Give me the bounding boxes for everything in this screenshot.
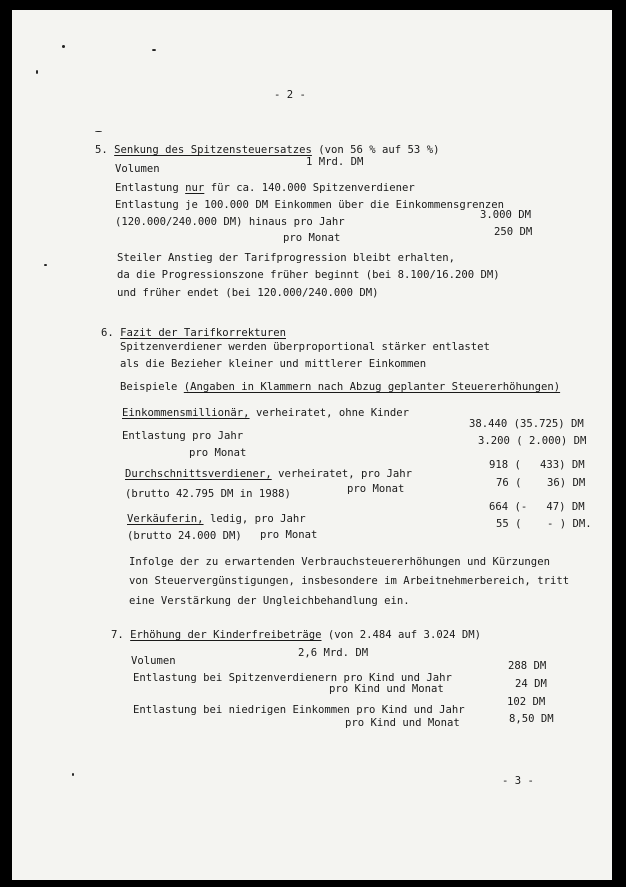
speck: [36, 70, 38, 74]
text: Durchschnittsverdiener,: [125, 468, 272, 480]
text-line: da die Progressionszone früher beginnt (bei 8.100/16.200 DM): [117, 269, 500, 281]
text: (Angaben in Klammern nach Abzug geplanter Steuererhöhungen): [183, 381, 561, 393]
volumen-value: 1 Mrd. DM: [306, 156, 364, 168]
text: Entlastung: [115, 182, 179, 194]
label: pro Kind und Monat: [345, 717, 460, 729]
emphasis: nur: [185, 182, 205, 194]
text: verheiratet, ohne Kinder: [255, 407, 410, 419]
label: pro Monat: [189, 447, 247, 459]
example-3-title: [127, 514, 306, 525]
section-subtitle: (von 56 % auf 53 %): [318, 144, 440, 156]
text-line: eine Verstärkung der Ungleichbehandlung ein.: [129, 595, 410, 607]
text-line: (120.000/240.000 DM) hinaus pro Jahr: [115, 216, 345, 228]
speck: [62, 45, 65, 48]
amount: 918 ( 433) DM: [489, 459, 585, 471]
volumen-label: Volumen: [115, 163, 160, 175]
text-line: (brutto 42.795 DM in 1988): [125, 488, 291, 500]
section-title: Erhöhung der Kinderfreibeträge: [130, 629, 322, 641]
text: Einkommensmillionär,: [122, 407, 250, 419]
example-2-title: [125, 469, 412, 480]
section-7-heading: [111, 630, 481, 641]
section-5-heading: [95, 145, 439, 156]
speck: [152, 49, 156, 51]
section-number: 5.: [95, 144, 108, 156]
text: Beispiele: [120, 381, 178, 393]
volumen-label: Volumen: [131, 655, 176, 667]
speck: [95, 131, 102, 132]
text-line: von Steuervergünstigungen, insbesondere im Arbeitnehmerbereich, tritt: [129, 575, 570, 587]
amount: 24 DM: [515, 678, 547, 690]
text-line: Entlastung bei Spitzenverdienern pro Kind und Jahr: [133, 672, 452, 684]
label: pro Monat: [260, 529, 318, 541]
amount: 3.000 DM: [480, 209, 532, 221]
section-subtitle: (von 2.484 auf 3.024 DM): [327, 629, 481, 641]
amount: 664 (- 47) DM: [489, 501, 585, 513]
amount: 102 DM: [507, 696, 546, 708]
amount: 8,50 DM: [509, 713, 554, 725]
amount: 55 ( - ) DM.: [496, 518, 592, 530]
page-number: - 2 -: [274, 89, 306, 101]
amount: 38.440 (35.725) DM: [469, 418, 584, 430]
text-line: (brutto 24.000 DM): [127, 530, 242, 542]
speck: [72, 773, 74, 776]
section-title: Senkung des Spitzensteuersatzes: [114, 144, 312, 156]
section-number: 7.: [111, 629, 124, 641]
text-line: Entlastung bei niedrigen Einkommen pro Kind und Jahr: [133, 704, 465, 716]
label: pro Monat: [347, 483, 405, 495]
speck: [44, 264, 47, 266]
text: verheiratet, pro Jahr: [278, 468, 413, 480]
amount: 288 DM: [508, 660, 547, 672]
section-6-heading: [101, 328, 286, 339]
beispiele-line: [120, 382, 560, 393]
entlastung-line: [115, 183, 415, 194]
text-line: und früher endet (bei 120.000/240.000 DM): [117, 287, 379, 299]
label: pro Monat: [283, 232, 341, 244]
example-1-title: [122, 408, 409, 419]
section-title: Fazit der Tarifkorrekturen: [120, 327, 286, 339]
amount: 250 DM: [494, 226, 533, 238]
label: pro Kind und Monat: [329, 683, 444, 695]
text-line: als die Bezieher kleiner und mittlerer Einkommen: [120, 358, 427, 370]
amount: 3.200 ( 2.000) DM: [478, 435, 587, 447]
text: für ca. 140.000 Spitzenverdiener: [210, 182, 415, 194]
next-page-indicator: - 3 -: [502, 775, 534, 787]
volumen-value: 2,6 Mrd. DM: [298, 647, 369, 659]
text-line: Steiler Anstieg der Tarifprogression bleibt erhalten,: [117, 252, 456, 264]
text-line: Spitzenverdiener werden überproportional stärker entlastet: [120, 341, 490, 353]
text-line: Infolge der zu erwartenden Verbrauchsteuererhöhungen und Kürzungen: [129, 556, 550, 568]
label: Entlastung pro Jahr: [122, 430, 244, 442]
section-number: 6.: [101, 327, 114, 339]
text: Verkäuferin,: [127, 513, 204, 525]
amount: 76 ( 36) DM: [496, 477, 586, 489]
text-line: Entlastung je 100.000 DM Einkommen über die Einkommensgrenzen: [115, 199, 505, 211]
text: ledig, pro Jahr: [209, 513, 306, 525]
